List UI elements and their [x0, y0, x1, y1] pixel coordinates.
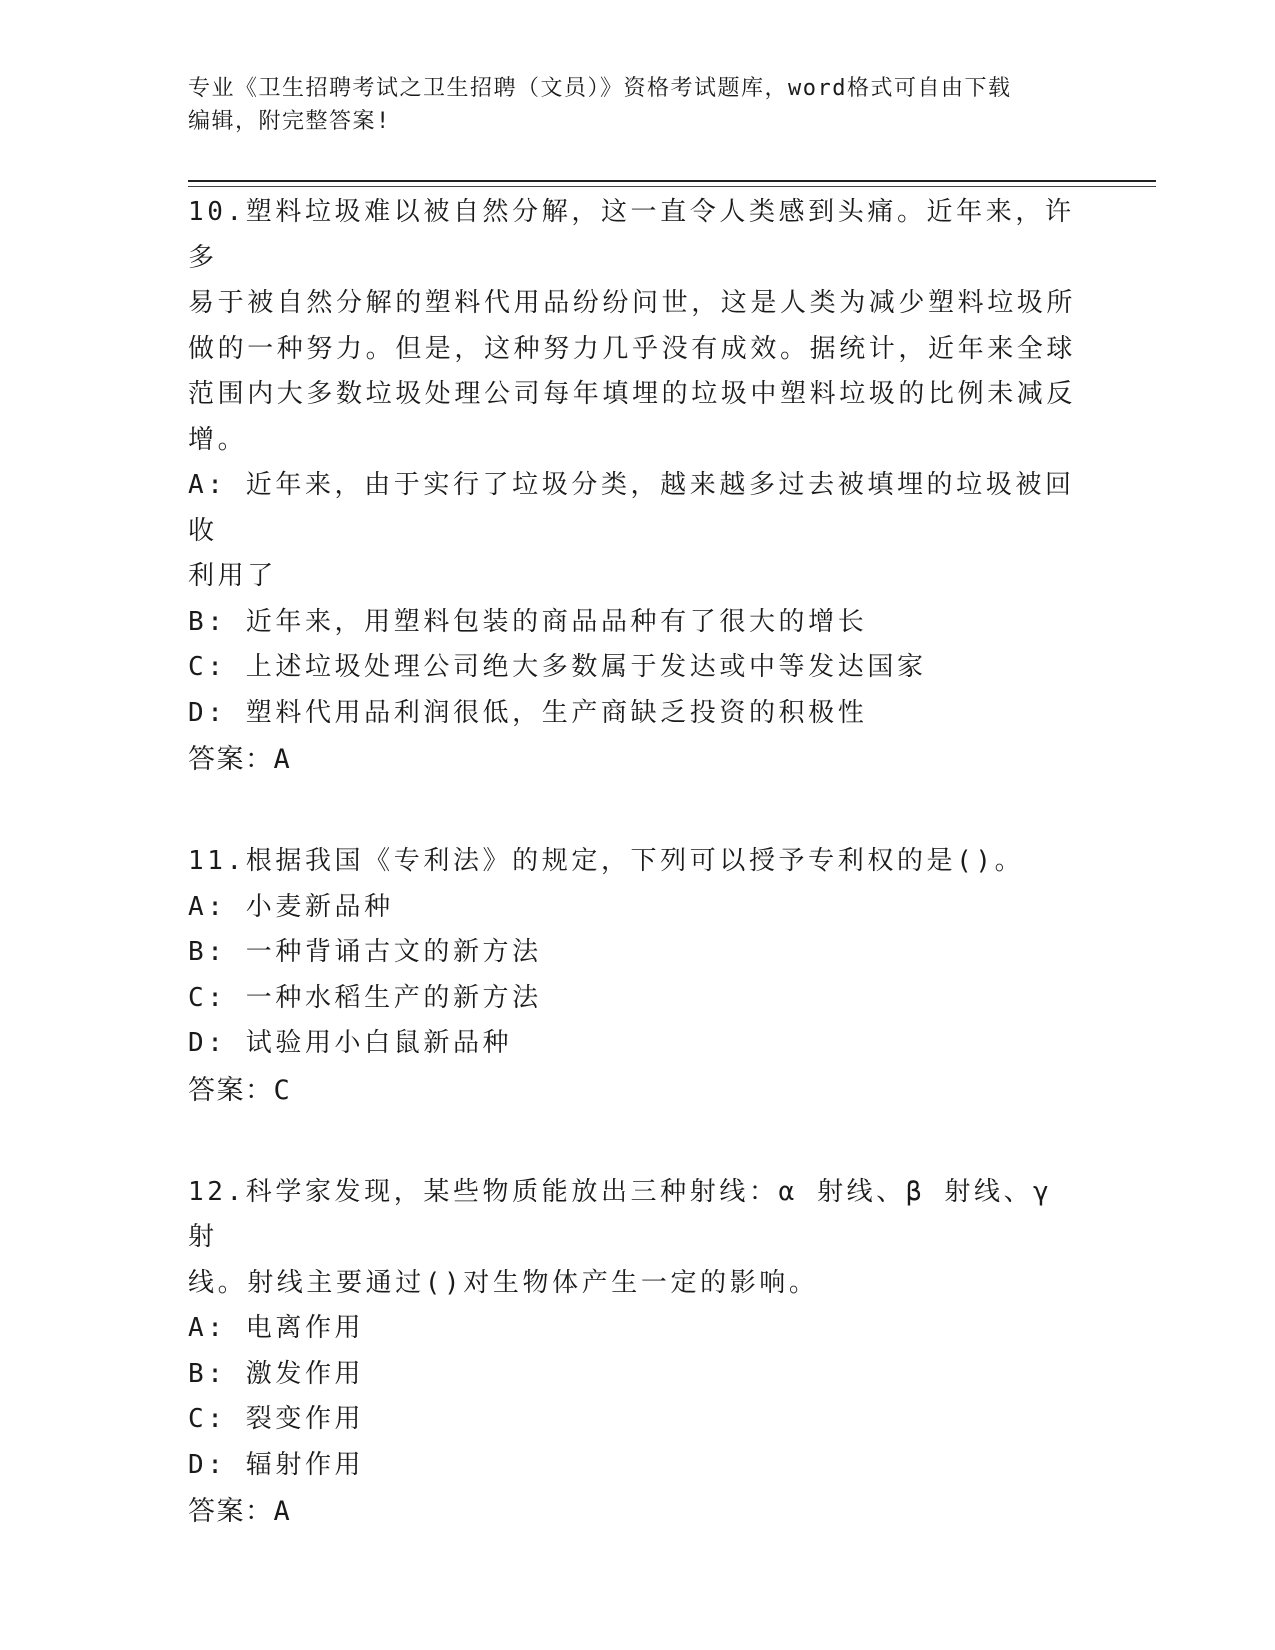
question-stem-line: 12.科学家发现，某些物质能放出三种射线：α 射线、β 射线、γ 射: [188, 1176, 1053, 1252]
header-divider-thick: [188, 180, 1156, 182]
answer-value: A: [273, 1496, 292, 1527]
option-b: B: 近年来，用塑料包装的商品品种有了很大的增长: [188, 606, 868, 637]
option-d: D: 试验用小白鼠新品种: [188, 1028, 513, 1058]
header-line-2: 编辑，附完整答案!: [188, 109, 391, 134]
answer-value: A: [273, 744, 292, 775]
header-line-1: 专业《卫生招聘考试之卫生招聘（文员）》资格考试题库，word格式可自由下载: [188, 76, 1012, 101]
document-header: [188, 72, 1088, 138]
header-divider-thin: [188, 186, 1156, 187]
question-list: [188, 190, 1088, 1591]
question-stem-line: 做的一种努力。但是，这种努力几乎没有成效。据统计，近年来全球: [188, 333, 1077, 364]
option-c: C: 一种水稻生产的新方法: [188, 982, 542, 1013]
option-d: D: 塑料代用品利润很低，生产商缺乏投资的积极性: [188, 697, 868, 728]
question-stem-line: 线。射线主要通过()对生物体产生一定的影响。: [188, 1267, 819, 1298]
question-12: [188, 1170, 1088, 1536]
option-a: A: 小麦新品种: [188, 891, 394, 922]
answer-label: 答案：: [188, 1074, 274, 1105]
answer-line: [188, 736, 1088, 783]
option-c: C: 裂变作用: [188, 1404, 365, 1434]
option-b: B: 激发作用: [188, 1358, 365, 1389]
question-10: [188, 190, 1088, 783]
answer-label: 答案：: [188, 744, 274, 774]
answer-line: [188, 1488, 1088, 1535]
answer-label: 答案：: [188, 1496, 274, 1526]
option-a-continued: 利用了: [188, 561, 277, 591]
option-c: C: 上述垃圾处理公司绝大多数属于发达或中等发达国家: [188, 652, 927, 682]
question-stem-line: 范围内大多数垃圾处理公司每年填埋的垃圾中塑料垃圾的比例未减反: [188, 379, 1077, 409]
question-stem-line: 10.塑料垃圾难以被自然分解，这一直令人类感到头痛。近年来，许多: [188, 197, 1075, 273]
question-stem-line: 易于被自然分解的塑料代用品纷纷问世，这是人类为减少塑料垃圾所: [188, 288, 1077, 318]
question-stem-line: 增。: [188, 424, 248, 455]
question-11: [188, 839, 1088, 1114]
option-b: B: 一种背诵古文的新方法: [188, 937, 542, 967]
option-d: D: 辐射作用: [188, 1449, 365, 1480]
answer-line: [188, 1067, 1088, 1114]
answer-value: C: [273, 1074, 292, 1106]
option-a: A: 电离作用: [188, 1313, 365, 1343]
question-stem-line: 11.根据我国《专利法》的规定，下列可以授予专利权的是()。: [188, 846, 1025, 876]
option-a: A: 近年来，由于实行了垃圾分类，越来越多过去被填埋的垃圾被回收: [188, 470, 1075, 546]
